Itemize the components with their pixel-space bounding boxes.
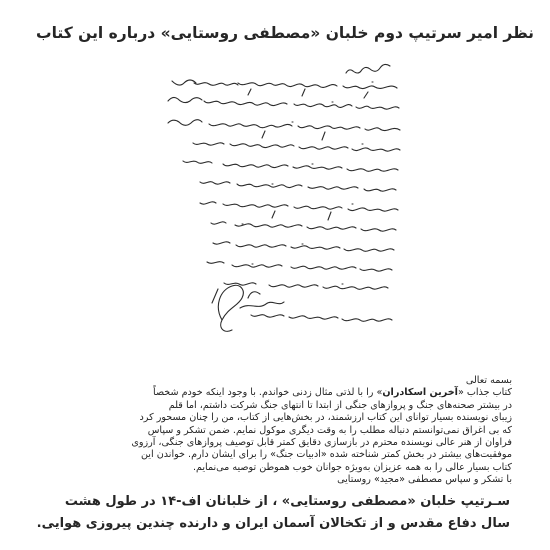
handwriting-scribble	[152, 58, 402, 358]
transcript-line-1-text: کتاب جذاب «آخرین اسکادران» را با لذتی مثال زدنی خواندم. با وجود اینکه خودم شخصاً	[153, 387, 512, 399]
transcript-line-3: زیبای نویسنده بسیار توانای این کتاب ارزشمند، در بخش‌هایی از کتاب، من را چنان مسحور کرد	[139, 412, 512, 424]
transcript-greeting: بسمه تعالی	[465, 375, 512, 386]
transcript-line-1	[40, 387, 512, 399]
page-title: نظر امیر سرتیپ دوم خلبان «مصطفی روستایی» درباره این کتاب	[36, 24, 534, 42]
transcript-line-4: که بی اغراق نمی‌توانستم دنباله مطلب را به وقت دیگری موکول نمایم. ضمن تشکر و سپاس	[147, 424, 512, 436]
caption-line-1: سـرتیپ خلبان «مصطفی روستایی» ، از خلبانان اف-۱۴ در طول هشت	[64, 494, 510, 509]
transcript-line-2: در بیشتر صحنه‌های جنگ و پروازهای جنگی از ابتدا تا انتهای جنگ شرکت داشتم، اما قلم	[168, 399, 512, 411]
transcript-line-6: موفقیت‌های بیشتر در بخش کمتر شناخته شده «ادبیات جنگ» را برای ایشان دارم. خواندن این	[141, 449, 512, 461]
author-caption	[36, 491, 510, 535]
caption-line-2: سال دفاع مقدس و از تکخالان آسمان ایران و دارنده چندین پیروزی هوایی.	[36, 516, 510, 531]
transcript-line-5: فراوان از هنر عالی نویسنده محترم در بازسازی دقایق کمتر قابل توصیف پروازهای جنگی، آرزوی	[131, 437, 512, 449]
handwritten-letter-image	[152, 58, 402, 358]
transcript-line-7: کتاب بسیار عالی را به همه عزیزان به‌ویژه جوانان خوب هموطن توصیه می‌نمایم.	[192, 461, 512, 473]
book-title-emphasis: آخرین اسکادران	[382, 387, 458, 399]
letter-transcript	[40, 375, 512, 487]
transcript-line-8: با تشکر و سپاس مصطفی «مجید» روستایی	[337, 474, 512, 486]
